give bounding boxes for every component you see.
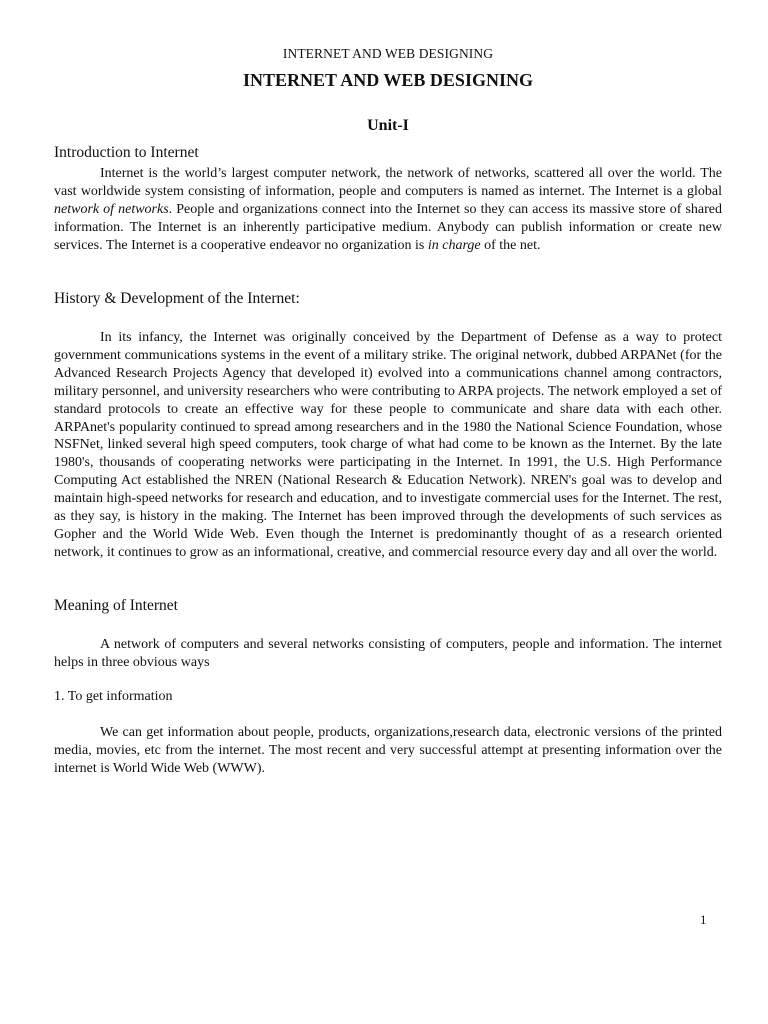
page-number: 1 (700, 912, 707, 927)
meaning-paragraph: A network of computers and several networks consisting of computers, people and information. The internet helps in three obvious ways (54, 637, 722, 670)
intro-paragraph (54, 165, 722, 255)
section-heading-meaning: Meaning of Internet (54, 597, 178, 614)
section-heading-history: History & Development of the Internet: (54, 290, 300, 307)
intro-text-part-3: of the net. (480, 237, 541, 253)
intro-text-part-2: . People and organizations connect into the Internet so they can access its massive store of shared information. The Internet is an inherently participative medium. Anybody can publish information or create new services. The Internet is a cooperative endeavor no organization is (54, 201, 722, 253)
intro-emphasis-network-of-networks: network of networks (54, 201, 169, 217)
list-item-paragraph: We can get information about people, products, organizations,research data, electronic versions of the printed media, movies, etc from the internet. The most recent and very successful attempt at presenting information over the internet is World Wide Web (WWW). (54, 725, 722, 776)
running-header: INTERNET AND WEB DESIGNING (282, 46, 494, 61)
list-item-label: 1. To get information (54, 689, 173, 704)
history-paragraph: In its infancy, the Internet was originally conceived by the Department of Defense as a way to protect government communications systems in the event of a military strike. The original network, dubbed ARPANet (for the Advanced Research Projects Agency that developed it) evolved into a communications channel among contractors, military personnel, and university researchers who were contributing to ARPA projects. The network employed a set of standard protocols to create an effective way for these people to communicate and share data with each other. ARPAnet's popularity continued to spread among researchers and in the 1980 the National Science Foundation, whose NSFNet, linked several high speed computers, took charge of what had come to be known as the Internet. By the late 1980's, thousands of cooperating networks were participating in the Internet. In 1991, the U.S. High Performance Computing Act established the NREN (National Research & Education Network). NREN's goal was to develop and maintain high-speed networks for research and education, and to investigate commercial uses for the Internet. The rest, as they say, is history in the making. The Internet has been improved through the developments of such services as Gopher and the World Wide Web. Even though the Internet is predominantly thought of as a research oriented network, it continues to grow as an informational, creative, and commercial resource every day and all over the world. (54, 330, 722, 560)
unit-title: Unit-I (367, 117, 409, 134)
section-heading-introduction: Introduction to Internet (54, 144, 199, 161)
intro-emphasis-in-charge: in charge (427, 237, 481, 253)
intro-text-part-1: Internet is the world’s largest computer network, the network of networks, scattered all over the world. The vast worldwide system consisting of information, people and computers is named as internet. The Internet is a global (54, 166, 722, 199)
document-title: INTERNET AND WEB DESIGNING (243, 70, 533, 90)
